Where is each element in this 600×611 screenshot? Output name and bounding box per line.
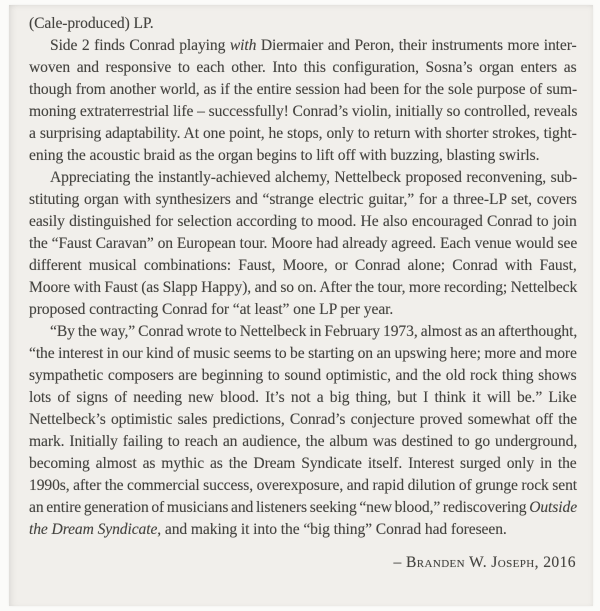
text-line: Nettelbeck’s optimistic sales predictions, Conrad’s conjecture proved somewhat off the (29, 411, 577, 428)
signature: – Branden W. Joseph, 2016 (393, 554, 576, 571)
text-line: though from another world, as if the entire session had been for the sole purpose of sum- (29, 81, 578, 98)
text-line: easily distinguished for selection according to mood. He also encouraged Conrad to join (29, 213, 577, 230)
text-line: ening the acoustic braid as the organ begins to lift off with buzzing, blasting swirls. (29, 147, 540, 164)
paragraph (29, 13, 577, 35)
paragraph (29, 321, 577, 541)
paragraph (29, 35, 577, 167)
text-line: mark. Initially failing to reach an audience, the album was destined to go underground, (29, 433, 578, 450)
text-line: woven and responsive to each other. Into this configuration, Sosna’s organ enters as (29, 59, 577, 76)
text-line: moning extraterrestrial life – successfully! Conrad’s violin, initially so controlled, reveals (29, 103, 578, 120)
text-line: Appreciating the instantly-achieved alchemy, Nettelbeck proposed reconvening, sub- (50, 169, 578, 186)
text-line: “the interest in our kind of music seems to be starting on an upswing here; more and more (29, 345, 577, 362)
text-line: “By the way,” Conrad wrote to Nettelbeck in February 1973, almost as an afterthought, (50, 323, 578, 340)
text-line: the “Faust Caravan” on European tour. Moore had already agreed. Each venue would see (29, 235, 578, 252)
text-line: proposed contracting Conrad for “at least” one LP per year. (29, 301, 394, 318)
text-line: lots of signs of needing new blood. It’s not a big thing, but I think it will be.” Like (29, 389, 577, 406)
text-line: stituting organ with synthesizers and “strange electric guitar,” for a three-LP set, covers (29, 191, 577, 208)
text-line: Side 2 finds Conrad playing with Diermaier and Peron, their instruments more inter- (50, 37, 577, 54)
text-line: the Dream Syndicate, and making it into the “big thing” Conrad had foreseen. (29, 521, 507, 538)
text-line: (Cale-produced) LP. (29, 15, 154, 32)
text-line: Moore with Faust (as Slapp Happy), and so on. After the tour, more recording; Nettelbeck (29, 279, 578, 296)
paper (9, 5, 593, 606)
paragraph (29, 167, 577, 321)
paragraphs-container (29, 13, 577, 541)
text-line: sympathetic composers are beginning to sound optimistic, and the old rock thing shows (29, 367, 577, 384)
text-line: a surprising adaptability. At one point, he stops, only to return with shorter strokes, tight- (29, 125, 577, 142)
text-line: an entire generation of musicians and listeners seeking “new blood,” rediscovering Outside (29, 499, 578, 516)
text-line: becoming almost as mythic as the Dream Syndicate itself. Interest surged only in the (29, 455, 577, 472)
liner-notes-text (29, 13, 577, 574)
text-line: different musical combinations: Faust, Moore, or Conrad alone; Conrad with Faust, (29, 257, 577, 274)
text-line: 1990s, after the commercial success, overexposure, and rapid dilution of grunge rock sent (29, 477, 577, 494)
